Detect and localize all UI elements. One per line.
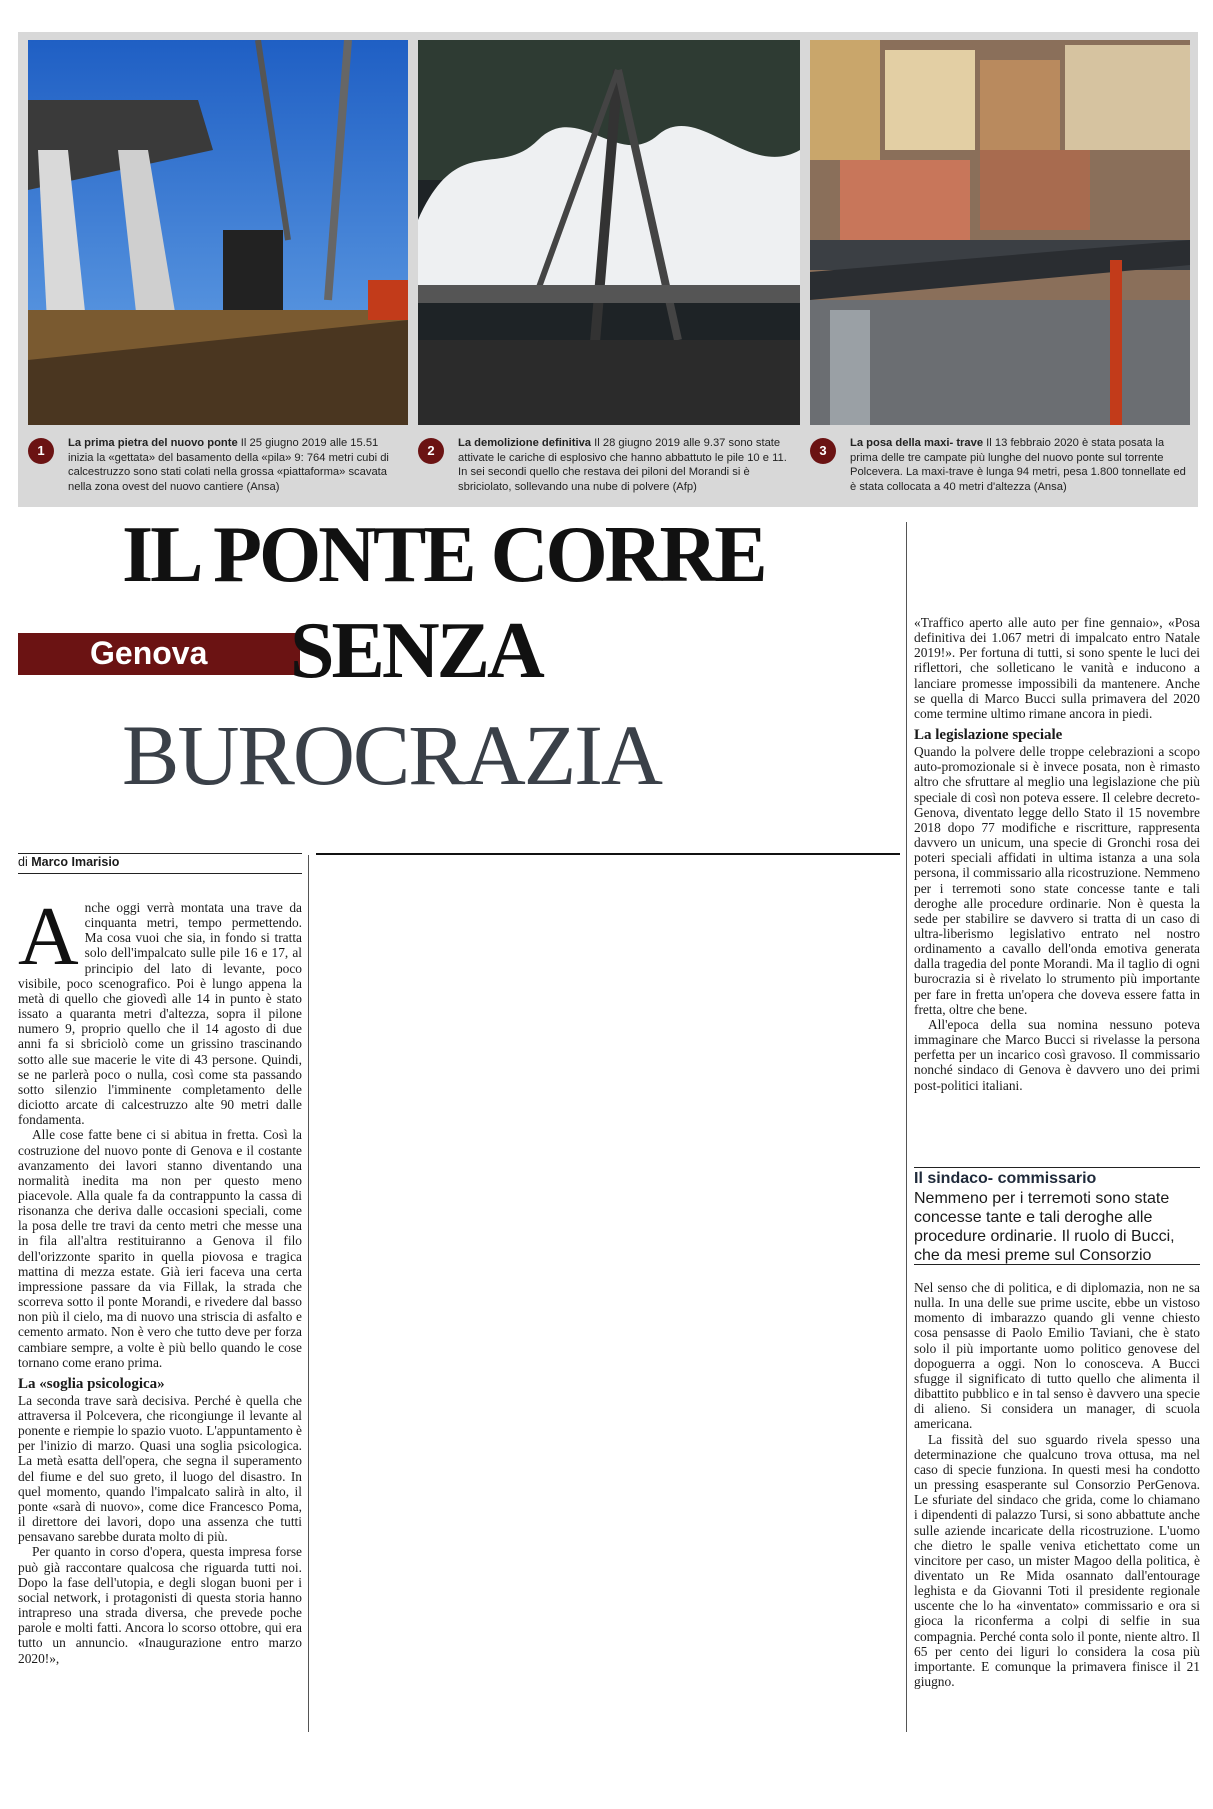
subheading: La «soglia psicologica» [18,1375,165,1392]
caption-body: Il 25 giugno 2019 alle 15.51 inizia la «gettata» del basamento della «pila» 9: 764 metri cubi di calcestruzzo sono stati colati nella grossa «piattaforma» scavata nella zona ovest del nuovo cantiere [68,437,389,493]
article-paragraph: Alle cose fatte bene ci si abitua in fretta. Così la costruzione del nuovo ponte di Genova e il costante avanzamento dei lavori stanno diventando una normalità inedita ma non per questo meno piacevole. Alla quale fa da contrappunto la cassa di risonanza che deriva dalle occasioni speciali, come la posa delle tre travi da cento metri che messe una in fila all'altra restituiranno a Genova il filo dell'orizzonte sparito in quella piovosa e tragica mattina di mezza estate. Già ieri faceva una certa impressione passare da via Fillak, la strada che scorreva sotto il ponte Morandi, e rivedere dal basso non più il cielo, ma di nuovo una striscia di asfalto e cemento armato. Non è vero che tutto deve per forza cambiare sempre, a volte è più bello quando le cose tornano come erano prima. [18,1127,302,1370]
article-paragraph: Nel senso che di politica, e di diplomazia, non ne sa nulla. In una delle sue prime uscite, ebbe un vistoso momento di imbarazzo quando gli venne chiesto cosa pensasse di Paolo Emilio Taviani, che è stato solo il più importante uomo politico genovese del dopoguerra a oggi. Non lo conosceva. A Bucci sfugge il significato di tutto quello che alimenta il dibattito pubblico e in tal senso è davvero una specie di alieno. Si considera un manager, di scuola americana. [914,1280,1200,1432]
photo-construction-site [28,40,408,425]
caption-body: Il 28 giugno 2019 alle 9.37 sono state attivate le cariche di esplosivo che hanno abbattuto le pile 10 e 11. In sei secondi quello che restava dei piloni del Morandi si è sbriciolato, sollevando una nube di polvere [458,437,787,493]
byline-rule [18,873,302,874]
byline-author: Marco Imarisio [31,855,120,869]
caption-source: (Afp) [672,480,697,493]
section-label-text: Genova [90,635,208,671]
byline [18,855,300,869]
article-paragraph: Per quanto in corso d'opera, questa impresa forse può già raccontare qualcosa che riguarda tutti noi. Dopo la fase dell'utopia, e degli slogan buoni per i social network, i protagonisti di questa storia hanno intrapreso una strada diversa, che prevede poche parole e molti fatti. Ancora lo scorso ottobre, qui era tutto un annuncio. «Inaugurazione entro marzo 2020!», [18,1544,302,1666]
photo-strip [18,32,1198,507]
caption-text [850,436,1188,494]
caption-source: (Ansa) [246,480,280,493]
photo-caption [810,434,1188,504]
headline-line-2: SENZA [290,607,542,695]
caption-text [458,436,798,494]
article-column-3-top [914,615,1200,1093]
headline-line-1: IL PONTE CORRE [122,511,765,599]
ad-space-rule [316,853,900,855]
caption-number-badge: 3 [810,438,836,464]
headline-line-3: BUROCRAZIA [122,707,662,803]
article-paragraph: «Traffico aperto alle auto per fine gennaio», «Posa definitiva dei 1.067 metri di impalcato entro Natale 2019!». Per fortuna di tutti, si sono spente le luci dei riflettori, che solleticano le vanità e inducono a lanciare promesse impossibili da mantenere. Anche se quella di Marco Bucci sulla primavera del 2020 come termine ultimo rimane ancora in piedi. [914,615,1200,721]
caption-source: (Ansa) [1033,480,1067,493]
column-divider [906,522,907,1732]
photo-demolition [418,40,800,425]
photo-caption [418,434,798,504]
article-paragraph [18,890,302,1128]
article-paragraph: La fissità del suo sguardo rivela spesso una determinazione che qualcuno trova ottusa, ma nel caso di specie funziona. In questi mesi ha condotto un pressing esasperante sul Consorzio PerGenova. Le sfuriate del sindaco che grida, come lo chiamano i dipendenti di palazzo Tursi, si sono abbattute anche sulle aziende incaricate della ricostruzione. L'uomo che dietro le spalle veniva etichettato come un vincitore per caso, un mister Magoo della politica, è diventato un Re Mida osannato dall'entourage leghista e da Giovanni Toti il presidente regionale uscente che lo ha «inventato» commissario e ora si gioca la riconferma a colpi di selfie in sua compagnia. Perché conta solo il ponte, niente altro. Il 65 per cento dei liguri lo considera la cosa più importante. E comunque la primavera finisce il 21 giugno. [914,1431,1200,1690]
article-paragraph-text: nche oggi verrà montata una trave da cinquanta metri, tempo permettendo. Ma cosa vuoi che sia, in fondo si tratta solo dell'impalcato sulle pile 16 e 17, al principio del lato di levante, poco visibile, poco scenografico. Poi è lungo appena la metà di quello che giovedì alle 14 in punto è stato issato a quaranta metri d'altezza, sopra il pilone numero 9, proprio quello che il 14 agosto di due anni fa si sbriciolò come un grissino trascinando sotto alle sue macerie le vite di 43 persone. Quindi, se ne parlerà poco o nulla, così come sta passando sotto silenzio l'imminente completamento delle diciotto arcate di calcestruzzo alte 90 metri dalle fondamenta. [18,900,302,1128]
article-paragraph: All'epoca della sua nomina nessuno poteva immaginare che Marco Bucci si rivelasse la persona perfetta per un incarico così gravoso. Il commissario nonché sindaco di Genova è davvero uno dei primi post-politici italiani. [914,1016,1200,1093]
byline-rule [18,853,302,854]
pull-quote-box [914,1170,1200,1265]
article-paragraph: La seconda trave sarà decisiva. Perché è quella che attraversa il Polcevera, che ricongiunge il levante al ponente e riempie lo spazio vuoto. L'appuntamento è per l'inizio di marzo. Quasi una soglia psicologica. La metà esatta dell'opera, che segna il superamento del fiume e del suo greto, il luogo del disastro. In quel momento, quando l'impalcato salirà in alto, il ponte «sarà di nuovo», come dice Francesco Poma, il direttore dei lavori, dopo una assenza che tutti pensavano sarebbe durata molto di più. [18,1392,302,1545]
article-column-1 [18,890,302,1666]
dropcap: A [18,890,79,983]
pull-quote-text: Nemmeno per i terremoti sono state concesse tante e tali deroghe alle procedure ordinarie. Il ruolo di Bucci, che da mesi preme sul Consorzio [914,1190,1175,1264]
caption-title: La demolizione definitiva [458,437,592,449]
article-paragraph: Quando la polvere delle troppe celebrazioni a scopo auto-promozionale si è invece posata, non è rimasto altro che sfruttare al meglio una legislazione che più speciale di così non poteva essere. Il celebre decreto-Genova, diventato legge dello Stato il 15 novembre 2018 dopo 77 modifiche e riscritture, rappresenta davvero un unicum, una specie di Gronchi rosa dei poteri speciali affidati in ultima istanza a una sola persona, il commissario alla ricostruzione. Nemmeno per i terremoti sono state concesse tante e tali deroghe alle procedure ordinarie. Non è questa la sede per stabilire se davvero si tratta di un caso di ultra-liberismo legislativo entrato nel nostro ordinamento a cavallo dell'onda emotiva generata dalla tragedia del ponte Morandi. Ma il taglio di ogni burocrazia si è rivelato lo strumento più importante per fare in fretta un'opera che doveva essere fatta in fretta, oltre che bene. [914,744,1200,1017]
caption-number-badge: 1 [28,438,54,464]
photo-maxi-beam [810,40,1190,425]
section-label [18,633,300,675]
caption-title: La prima pietra del nuovo ponte [68,437,238,449]
subheading: La legislazione speciale [914,727,1063,744]
byline-prefix: di [18,855,32,869]
caption-text [68,436,406,494]
pull-quote-title: Il sindaco- commissario [914,1170,1097,1187]
boxout-rule [914,1167,1200,1168]
column-divider [308,855,309,1732]
caption-title: La posa della maxi- trave [850,437,984,449]
photo-caption [28,434,406,504]
article-column-3-bottom [914,1280,1200,1689]
caption-body: Il 13 febbraio 2020 è stata posata la prima delle tre campate più lunghe del nuovo ponte sul torrente Polcevera. La maxi-trave è lunga 94 metri, pesa 1.800 tonnellate ed è stata collocata a 40 metri d'altezza [850,437,1186,493]
caption-number-badge: 2 [418,438,444,464]
